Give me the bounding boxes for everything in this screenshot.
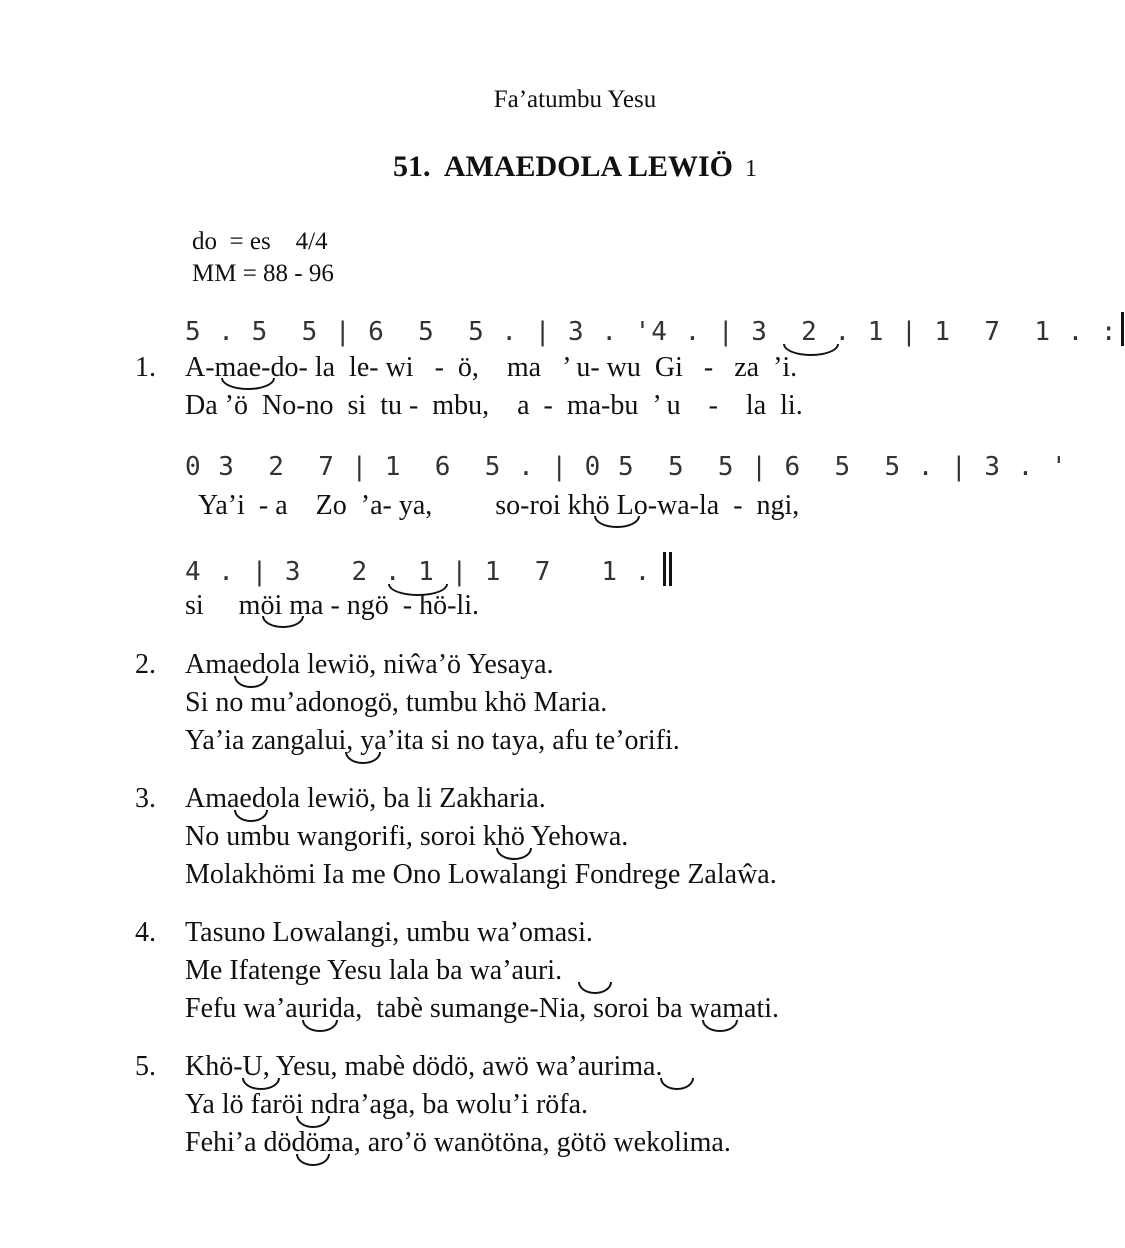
verse-line: Molakhömi Ia me Ono Lowalangi Fondrege Zalaŵa. xyxy=(185,859,777,890)
hymn-superscript: 1 xyxy=(745,156,758,182)
section-header: Fa’atumbu Yesu xyxy=(493,86,657,113)
lyric-line: Ya’i - a Zo ’a- ya, so-roi khö Lo-wa-la - ngi, xyxy=(185,490,800,521)
slur-mark xyxy=(302,1020,338,1032)
verse-number-1: 1. xyxy=(135,352,156,383)
repeat-barline xyxy=(1121,312,1124,346)
verse-line: Fefu wa’aurida, tabè sumange-Nia, soroi ba wamati. xyxy=(185,993,780,1024)
verse-line: Me Ifatenge Yesu lala ba wa’auri. xyxy=(185,955,563,986)
verse-line: Amaedola lewiö, ba li Zakharia. xyxy=(185,783,546,814)
verse-line: Ya’ia zangalui, ya’ita si no taya, afu te’orifi. xyxy=(185,725,680,756)
notation-line-3 xyxy=(185,552,672,587)
final-barline xyxy=(663,552,666,586)
slur-mark xyxy=(262,616,304,628)
verse-number-2: 2. xyxy=(135,649,156,680)
verse-line: Amaedola lewiö, niŵa’ö Yesaya. xyxy=(185,649,554,680)
key-signature: do = es 4/4 xyxy=(192,228,328,255)
verse-line: Khö-U, Yesu, mabè dödö, awö wa’aurima. xyxy=(185,1051,663,1082)
hymn-number: 51. xyxy=(392,150,431,183)
lyric-line: A-mae-do- la le- wi - ö, ma ’ u- wu Gi - za ’i. xyxy=(185,352,798,383)
lyric-line: Da ’ö No-no si tu - mbu, a - ma-bu ’ u - la li. xyxy=(185,390,803,421)
verse-line: Tasuno Lowalangi, umbu wa’omasi. xyxy=(185,917,593,948)
verse-line: No umbu wangorifi, soroi khö Yehowa. xyxy=(185,821,629,852)
hymn-name: AMAEDOLA LEWIÖ xyxy=(443,150,734,183)
verse-line: Si no mu’adonogö, tumbu khö Maria. xyxy=(185,687,608,718)
verse-line: Ya lö faröi ndra’aga, ba wolu’i röfa. xyxy=(185,1089,589,1120)
slur-mark xyxy=(702,1020,738,1032)
slur-mark xyxy=(296,1154,330,1166)
verse-number-5: 5. xyxy=(135,1051,156,1082)
hymn-title xyxy=(0,150,1125,184)
tempo-marking: MM = 88 - 96 xyxy=(192,260,334,287)
slur-mark xyxy=(345,752,381,764)
slur-mark xyxy=(660,1078,694,1090)
lyric-line: si möi ma - ngö - hö-li. xyxy=(185,590,479,621)
verse-line: Fehi’a dödöma, aro’ö wanötöna, götö wekolima. xyxy=(185,1127,731,1158)
verse-number-3: 3. xyxy=(135,783,156,814)
notation-text: 4 . | 3 2 . 1 | 1 7 1 . xyxy=(185,557,652,587)
notation-line-1 xyxy=(185,312,1125,347)
notation-line-2: 0 3 2 7 | 1 6 5 . | 0 5 5 5 | 6 5 5 . | 3 . ' xyxy=(185,452,1068,482)
slur-mark xyxy=(221,378,275,390)
slur-mark xyxy=(594,516,640,528)
verse-number-4: 4. xyxy=(135,917,156,948)
notation-text: 5 . 5 5 | 6 5 5 . | 3 . '4 . | 3 2 . 1 | 1 7 1 . : xyxy=(185,317,1118,347)
